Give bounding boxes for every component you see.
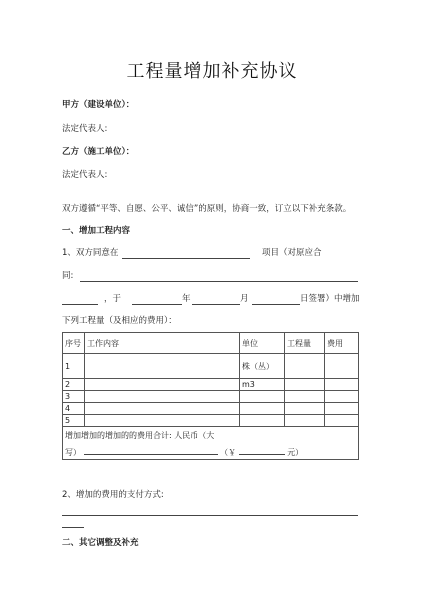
- row-cell-content: [85, 403, 240, 415]
- clause2-text: 2、增加的费用的支付方式:: [62, 490, 164, 500]
- contract-name-blank: [80, 281, 358, 282]
- total-line2-yen: （￥: [220, 447, 237, 457]
- total-line2-prefix: 写）: [65, 447, 81, 457]
- row-cell-unit: [240, 415, 285, 427]
- header-cell-cost: 费用: [325, 333, 359, 354]
- row-cell-cost: [325, 391, 359, 403]
- header-cell-content: 工作内容: [85, 333, 240, 354]
- row-cell-cost: [325, 403, 359, 415]
- year-blank: [132, 304, 182, 305]
- party-a-rep-label: 法定代表人:: [62, 124, 108, 134]
- total-row-line1: [63, 427, 359, 444]
- clause1-text-d4: 日签署）中增加: [300, 294, 360, 304]
- party-b-label: 乙方（施工单位）：: [62, 147, 135, 157]
- table-row: [63, 379, 359, 391]
- payment-method-blank-1: [62, 515, 358, 516]
- row-cell-quantity: [285, 403, 325, 415]
- total-row-line2: [63, 443, 359, 460]
- work-items-table: [62, 332, 359, 460]
- clause1-text-d3: 月: [240, 294, 249, 304]
- section1-heading: 一、增加工程内容: [62, 226, 131, 236]
- clause1-text-c: 同:: [62, 271, 74, 281]
- clause1-text-b: 项目（对原应合: [262, 248, 322, 258]
- month-blank: [192, 304, 240, 305]
- row-cell-cost: [325, 379, 359, 391]
- header-cell-unit: 单位: [240, 333, 285, 354]
- row-cell-no: 3: [63, 391, 85, 403]
- row-cell-no: 4: [63, 403, 85, 415]
- total-line1-text: 增加增加的增加的的费用合计: 人民币（大: [65, 430, 215, 440]
- row-cell-content: [85, 354, 240, 379]
- row-cell-content: [85, 379, 240, 391]
- table-row: [63, 403, 359, 415]
- clause1-text-d1: ，于: [104, 294, 122, 304]
- row-cell-unit: m3: [240, 379, 285, 391]
- table-row: [63, 391, 359, 403]
- clause1-text-a: 1、双方同意在: [62, 248, 119, 258]
- section2-heading: 二、其它调整及补充: [62, 538, 139, 548]
- row-cell-unit: [240, 403, 285, 415]
- table-row: [63, 415, 359, 427]
- project-name-blank: [122, 258, 250, 259]
- intro-paragraph: 双方遵循“平等、自愿、公平、诚信”的原则，协商一致，订立以下补充条款。: [62, 204, 352, 214]
- amount-words-blank: [84, 445, 218, 455]
- header-cell-no: 序号: [63, 333, 85, 354]
- row-cell-content: [85, 415, 240, 427]
- row-cell-no: 1: [63, 354, 85, 379]
- row-cell-quantity: [285, 354, 325, 379]
- row-cell-cost: [325, 354, 359, 379]
- row-cell-unit: 株（丛）: [240, 354, 285, 379]
- row-cell-unit: [240, 391, 285, 403]
- row-cell-no: 2: [63, 379, 85, 391]
- row-cell-quantity: [285, 391, 325, 403]
- party-a-label: 甲方（建设单位）：: [62, 100, 135, 110]
- total-line2-suffix: 元）: [287, 447, 304, 457]
- table-row: [63, 354, 359, 379]
- amount-figures-blank: [239, 445, 285, 455]
- table-header-row: [63, 333, 359, 354]
- row-cell-quantity: [285, 415, 325, 427]
- clause1-text-e: 下列工程量（及相应的费用）：: [62, 316, 177, 326]
- document-title: 工程量增加补充协议: [126, 61, 298, 82]
- clause1-text-d2: 年: [182, 294, 191, 304]
- row-cell-no: 5: [63, 415, 85, 427]
- party-b-rep-label: 法定代表人:: [62, 170, 108, 180]
- day-blank: [252, 304, 300, 305]
- payment-method-blank-2: [62, 527, 84, 528]
- row-cell-content: [85, 391, 240, 403]
- total-line1-cell: [63, 427, 359, 444]
- header-cell-quantity: 工程量: [285, 333, 325, 354]
- total-line2-cell: [63, 443, 359, 460]
- contract-no-blank: [62, 304, 98, 305]
- row-cell-cost: [325, 415, 359, 427]
- row-cell-quantity: [285, 379, 325, 391]
